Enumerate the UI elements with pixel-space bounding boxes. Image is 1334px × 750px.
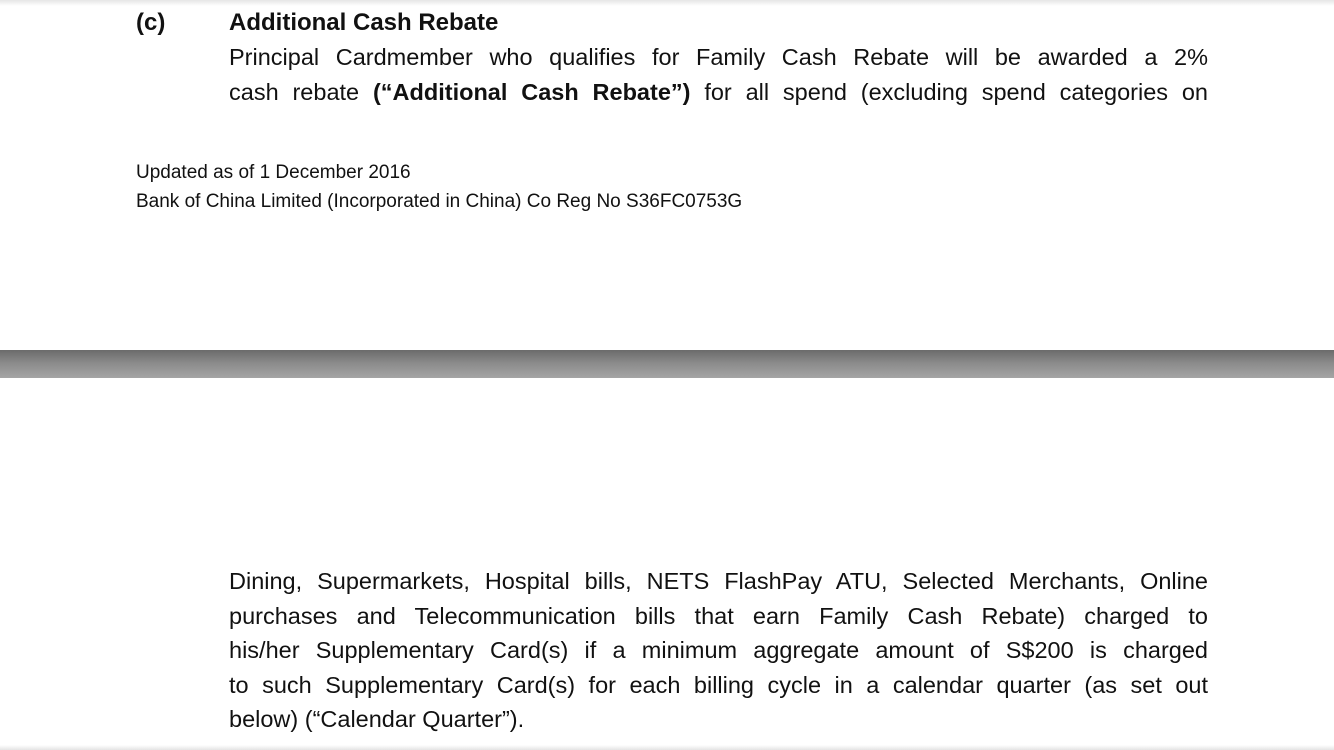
clause-paragraph-top: [229, 40, 1208, 110]
page-separator: [0, 350, 1334, 378]
clause-label: (c): [136, 9, 166, 36]
paragraph-line: to such Supplementary Card(s) for each billing cycle in a calendar quarter (as set out: [229, 671, 1208, 698]
footer-updated-date: Updated as of 1 December 2016: [136, 162, 411, 183]
clause-heading: Additional Cash Rebate: [229, 9, 499, 36]
paragraph-line: cash rebate (“Additional Cash Rebate”) for all spend (excluding spend categories on: [229, 78, 1208, 105]
paragraph-line: below) (“Calendar Quarter”).: [229, 706, 525, 732]
document-page-top: [0, 0, 1334, 350]
paragraph-line: Principal Cardmember who qualifies for Family Cash Rebate will be awarded a 2%: [229, 44, 1208, 70]
clause-paragraph-continued: [229, 564, 1208, 737]
paragraph-line: purchases and Telecommunication bills that earn Family Cash Rebate) charged to: [229, 602, 1208, 629]
paragraph-line: Dining, Supermarkets, Hospital bills, NETS FlashPay ATU, Selected Merchants, Online: [229, 568, 1208, 594]
defined-term: (“Additional Cash Rebate”): [372, 78, 691, 105]
page-footer: [136, 158, 742, 216]
paragraph-line: his/her Supplementary Card(s) if a minimum aggregate amount of S$200 is charged: [229, 637, 1208, 663]
footer-bank-registration: Bank of China Limited (Incorporated in China) Co Reg No S36FC0753G: [136, 191, 743, 212]
